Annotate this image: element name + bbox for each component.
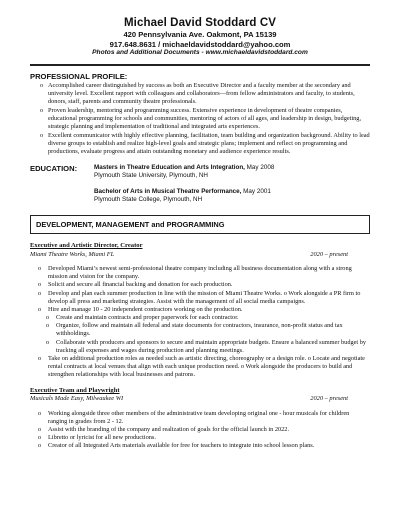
degree-date: May 2008 [244,163,275,171]
job-title: Executive Team and Playwright [30,386,120,394]
list-item: o Working alongside three other members of the administrative team developing original one - hour musicals for children ranging in grades from 2 - 12. [30,410,370,426]
education-body [94,164,370,212]
list-item: o Organize, follow and maintain all federal and state documents for contractors, insurance, non-profit status and tax withholdings. [30,322,370,338]
job-duties [30,410,370,451]
resume-name: Michael David Stoddard CV [123,17,277,29]
photos-link[interactable]: Photos and Additional Documents - www.michaeldavidstoddard.com [92,49,308,57]
profile-list [40,82,370,155]
degree-name: Bachelor of Arts in Musical Theatre Performance, [94,187,242,195]
list-item: o Accomplished career distinguished by success as both an Executive Director and a faculty member at the secondary and university level. Excellent rapport with colleagues and collaborators—from fellow administrators and faculty, to students, donors, staff, parents and community theatre professionals. [40,82,370,106]
list-item: o Proven leadership, mentoring and programming success. Extensive experience in development of theatre companies, educational programming for schools and communities, mentoring of actors of all ages, and leadership in design, budgeting, strategic planning and implementation of traditional and integrated arts experiences. [40,107,370,131]
degree-entry [94,188,370,204]
list-item: o Creator of all Integrated Arts materials available for free for teachers to integrate into school lesson plans. [30,442,370,450]
list-item: o Solicit and secure all financial backing and donation for each production. [30,281,370,289]
degree-date: May 2001 [241,187,271,195]
job-title: Executive and Artistic Director, Creator [30,242,143,250]
degree-entry [94,164,370,180]
list-item: o Assist with the branding of the company and realization of goals for the official launch in 2022. [30,426,370,434]
job-dates: 2020 – present [310,250,348,258]
degree-school: Plymouth State University, Plymouth, NH [94,171,208,179]
list-item: o Develop and plan each summer production in line with the mission of Miami Theatre Works. o Work alongside a PR firm to develop all press and marketing strategies. Assist with the management of all social media campaigns. [30,290,370,306]
list-item: o Take on additional production roles as needed such as artistic directing, choreography or a design role. o Locate and negotiate rental contracts at local venues that align with each unique production need. o Work alongside the producers to build and strengthen relationships with local businesses and patrons. [30,355,370,379]
degree-name: Masters in Theatre Education and Arts Integration, [94,163,245,171]
list-item: o Excellent communicator with highly effective planning, facilitation, team building and organization background. Ability to lead diverse groups to establish and realize high-level goals and strategic plans; implement and reflect on programming and productions, evaluate progress and attain outstanding monetary and audience experience results. [40,132,370,156]
education-section [30,164,370,212]
list-item: o Libretto or lyricist for all new productions. [30,434,370,442]
job-duties [30,265,370,379]
job-org: Miami Theatre Works, Miami FL [30,250,115,258]
degree-school: Plymouth State College, Plymouth, NH [94,195,203,203]
header-divider [30,64,370,66]
education-label: EDUCATION: [30,163,78,173]
job-meta [30,395,370,403]
contact-info: 917.648.8631 / michaeldavidstoddard@yahoo.com [109,39,291,49]
profile-title: PROFESSIONAL PROFILE: [30,71,128,81]
list-item: o Hire and manage 10 - 20 independent contractors working on the production. [30,306,370,314]
job-meta [30,251,370,259]
job-entry [30,242,370,379]
job-org: Musicals Made Easy, Milwaukee WI [30,395,124,403]
list-item: o Create and maintain contracts and proper paperwork for each contractor. [30,314,370,322]
resume-header [30,16,370,58]
job-dates: 2020 – present [310,395,348,403]
address: 420 Pennsylvania Ave. Oakmont, PA 15139 [123,30,277,40]
section-heading-box: DEVELOPMENT, MANAGEMENT and PROGRAMMING [30,215,370,234]
list-item: o Collaborate with producers and sponsors to secure and maintain appropriate budgets. Ensure a balanced summer budget by tracking all expenses and wages during production and planning meetings. [30,339,370,355]
list-item: o Developed Miami’s newest semi-professional theatre company including all business documentation along with a strong mission and vision for the company. [30,265,370,281]
job-entry [30,387,370,450]
